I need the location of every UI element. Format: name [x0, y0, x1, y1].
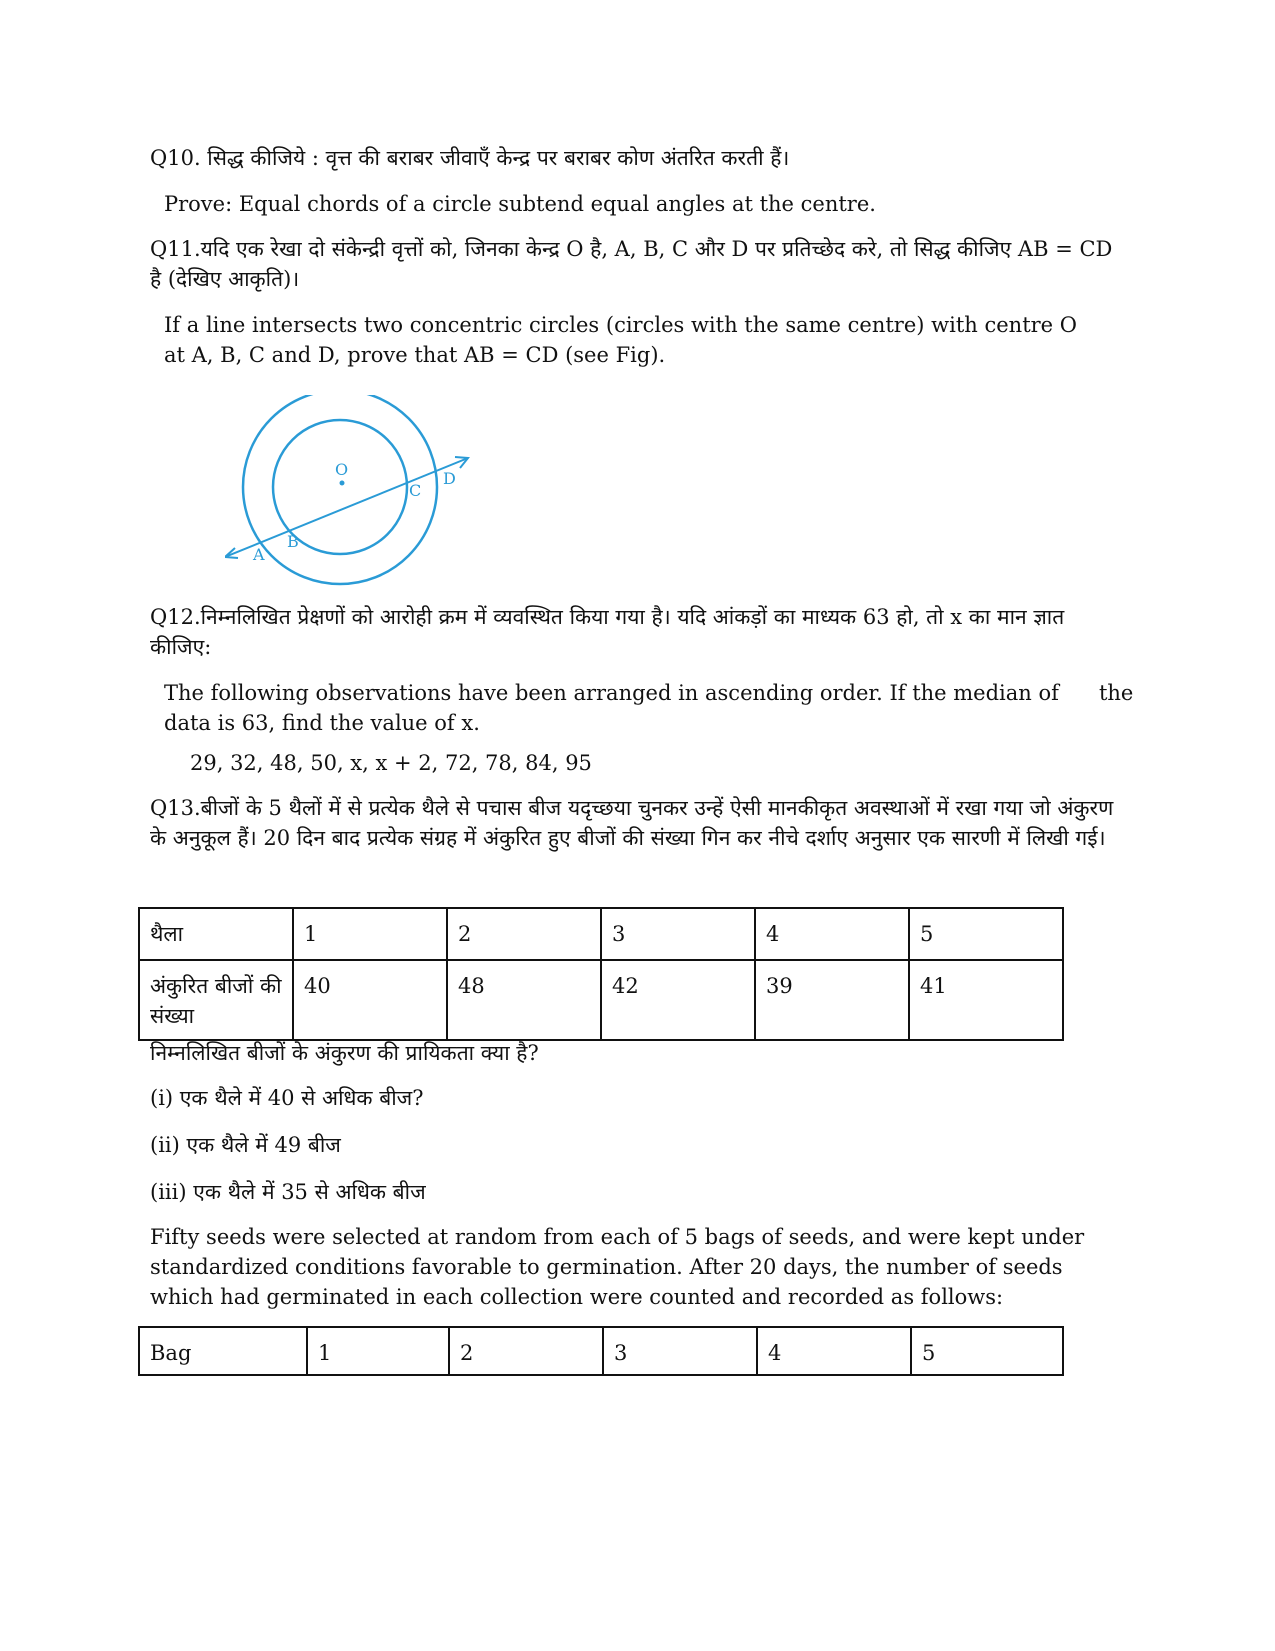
q12-hindi: Q12.निम्नलिखित प्रेक्षणों को आरोही क्रम में व्यवस्थित किया गया है। यदि आंकड़ों का माध्यक 63 हो, तो x का मान ज्ञात कीजिए: — [150, 605, 1065, 659]
label-o: O — [335, 460, 349, 479]
table-cell: 1 — [293, 908, 447, 960]
table-cell: 48 — [447, 960, 601, 1040]
q11-hindi: Q11.यदि एक रेखा दो संकेन्द्री वृत्तों को, जिनका केन्द्र O है, A, B, C और D पर प्रतिच्छेद करे, तो सिद्ध कीजिए AB = CD है (देखिए आकृति)। — [150, 237, 1113, 291]
table-row — [139, 960, 1063, 1040]
table-cell: 3 — [601, 908, 755, 960]
q10-hindi: Q10. सिद्ध कीजिये : वृत्त की बराबर जीवाएँ केन्द्र पर बराबर कोण अंतरित करती हैं। — [150, 146, 790, 170]
q13-part-i: (i) एक थैले में 40 से अधिक बीज? — [150, 1086, 424, 1110]
q13-english: Fifty seeds were selected at random from each of 5 bags of seeds, and were kept under standardized conditions favorable to germination. After 20 days, the number of seeds which had germinated in each collection were counted and recorded as follows: — [150, 1225, 1085, 1309]
table-cell: 5 — [911, 1327, 1063, 1375]
label-b: B — [287, 532, 299, 551]
table-cell: 40 — [293, 960, 447, 1040]
label-d: D — [443, 469, 456, 488]
table-cell: 42 — [601, 960, 755, 1040]
label-c: C — [409, 481, 422, 500]
table-cell: 1 — [307, 1327, 449, 1375]
table-cell: अंकुरित बीजों की संख्या — [139, 960, 293, 1040]
table-cell: 41 — [909, 960, 1063, 1040]
table-cell: Bag — [139, 1327, 307, 1375]
hindi-germination-table — [138, 907, 1064, 1041]
table-row — [139, 908, 1063, 960]
q11-english: If a line intersects two concentric circles (circles with the same centre) with centre O at A, B, C and D, prove that AB = CD (see Fig). — [164, 313, 1118, 367]
table-row — [139, 1327, 1063, 1375]
english-germination-table — [138, 1326, 1064, 1376]
q12-data: 29, 32, 48, 50, x, x + 2, 72, 78, 84, 95 — [190, 751, 592, 775]
table-cell: 4 — [757, 1327, 911, 1375]
label-a: A — [253, 545, 265, 564]
table-cell: 4 — [755, 908, 909, 960]
q13-hindi-question: निम्नलिखित बीजों के अंकुरण की प्रायिकता क्या है? — [150, 1041, 539, 1065]
table-cell: 2 — [449, 1327, 603, 1375]
q10-english: Prove: Equal chords of a circle subtend equal angles at the centre. — [164, 192, 876, 216]
table-cell: थैला — [139, 908, 293, 960]
q12-english: The following observations have been arranged in ascending order. If the median of the data is 63, find the value of x. — [164, 681, 1141, 735]
q13-part-ii: (ii) एक थैले में 49 बीज — [150, 1133, 341, 1157]
table-cell: 5 — [909, 908, 1063, 960]
table-cell: 39 — [755, 960, 909, 1040]
q13-part-iii: (iii) एक थैले में 35 से अधिक बीज — [150, 1180, 426, 1204]
table-cell: 3 — [603, 1327, 757, 1375]
q13-hindi: Q13.बीजों के 5 थैलों में से प्रत्येक थैले से पचास बीज यदृच्छया चुनकर उन्हें ऐसी मानकीकृत अवस्थाओं में रखा गया जो अंकुरण के अनुकूल हैं। 20 दिन बाद प्रत्येक संग्रह में अंकुरित हुए बीजों की संख्या गिन कर नीचे दर्शाए अनुसार एक सारणी में लिखी गई। — [150, 796, 1114, 850]
centre-point — [340, 481, 345, 486]
table-cell: 2 — [447, 908, 601, 960]
concentric-circles-figure — [225, 395, 485, 590]
